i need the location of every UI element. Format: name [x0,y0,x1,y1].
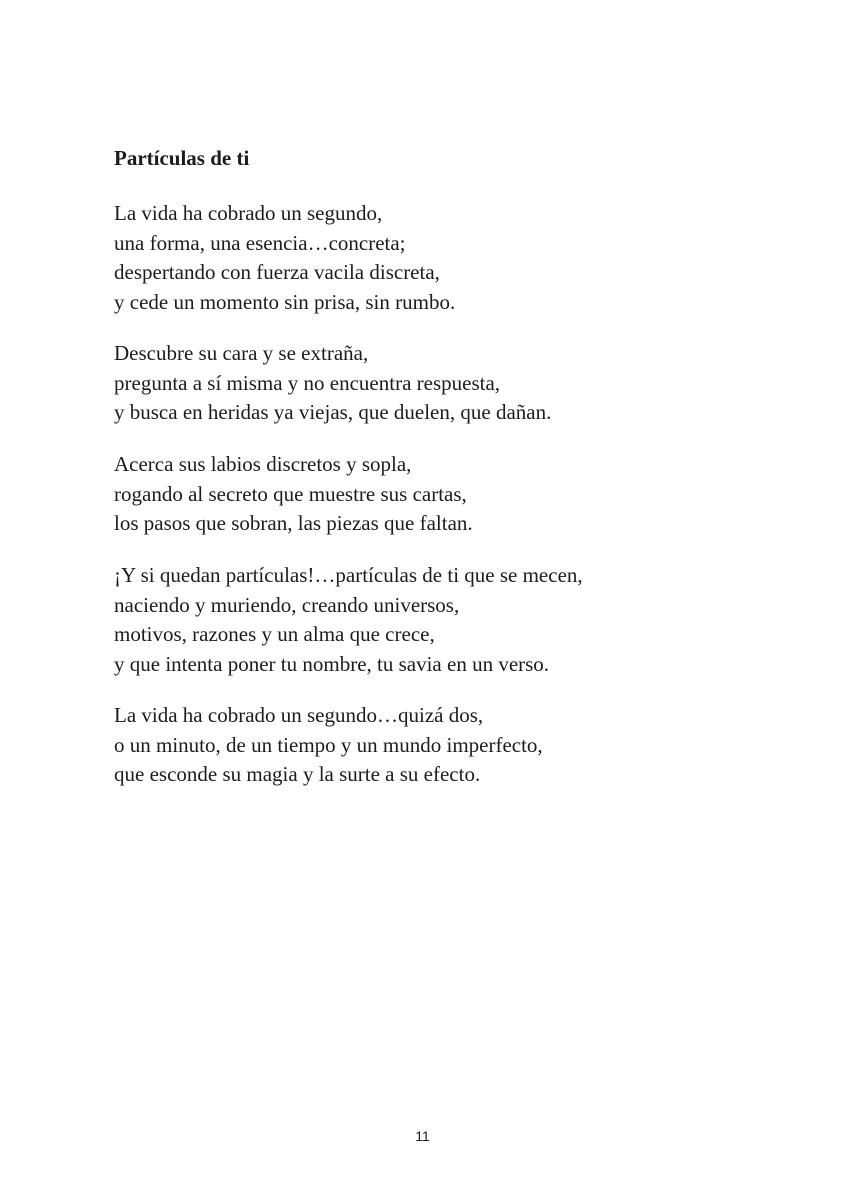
verse-line: naciendo y muriendo, creando universos, [114,592,460,617]
stanza-5 [114,701,543,790]
stanza-2 [114,339,551,428]
verse-line: una forma, una esencia…concreta; [114,230,406,255]
verse-line: La vida ha cobrado un segundo, [114,201,383,225]
poem-title: Partículas de ti [114,146,250,170]
verse-line: o un minuto, de un tiempo y un mundo imperfecto, [114,732,543,757]
verse-line: que esconde su magia y la surte a su efecto. [114,762,481,786]
verse-line: Descubre su cara y se extraña, [114,341,369,365]
verse-line: y busca en heridas ya viejas, que duelen, que dañan. [114,400,552,424]
verse-line: motivos, razones y un alma que crece, [114,622,435,646]
verse-line: Acerca sus labios discretos y sopla, [114,452,412,476]
verse-line: pregunta a sí misma y no encuentra respuesta, [114,370,501,395]
stanza-1 [114,199,455,317]
verse-line: los pasos que sobran, las piezas que faltan. [114,511,473,535]
verse-line: La vida ha cobrado un segundo…quizá dos, [114,703,484,727]
stanza-4 [114,561,583,679]
verse-line: despertando con fuerza vacila discreta, [114,260,440,284]
verse-line: ¡Y si quedan partículas!…partículas de ti que se mecen, [114,563,583,587]
page-number: 11 [415,1128,430,1144]
stanza-3 [114,450,473,539]
verse-line: y que intenta poner tu nombre, tu savia en un verso. [114,651,550,676]
verse-line: rogando al secreto que muestre sus cartas, [114,481,467,506]
verse-line: y cede un momento sin prisa, sin rumbo. [114,289,456,314]
